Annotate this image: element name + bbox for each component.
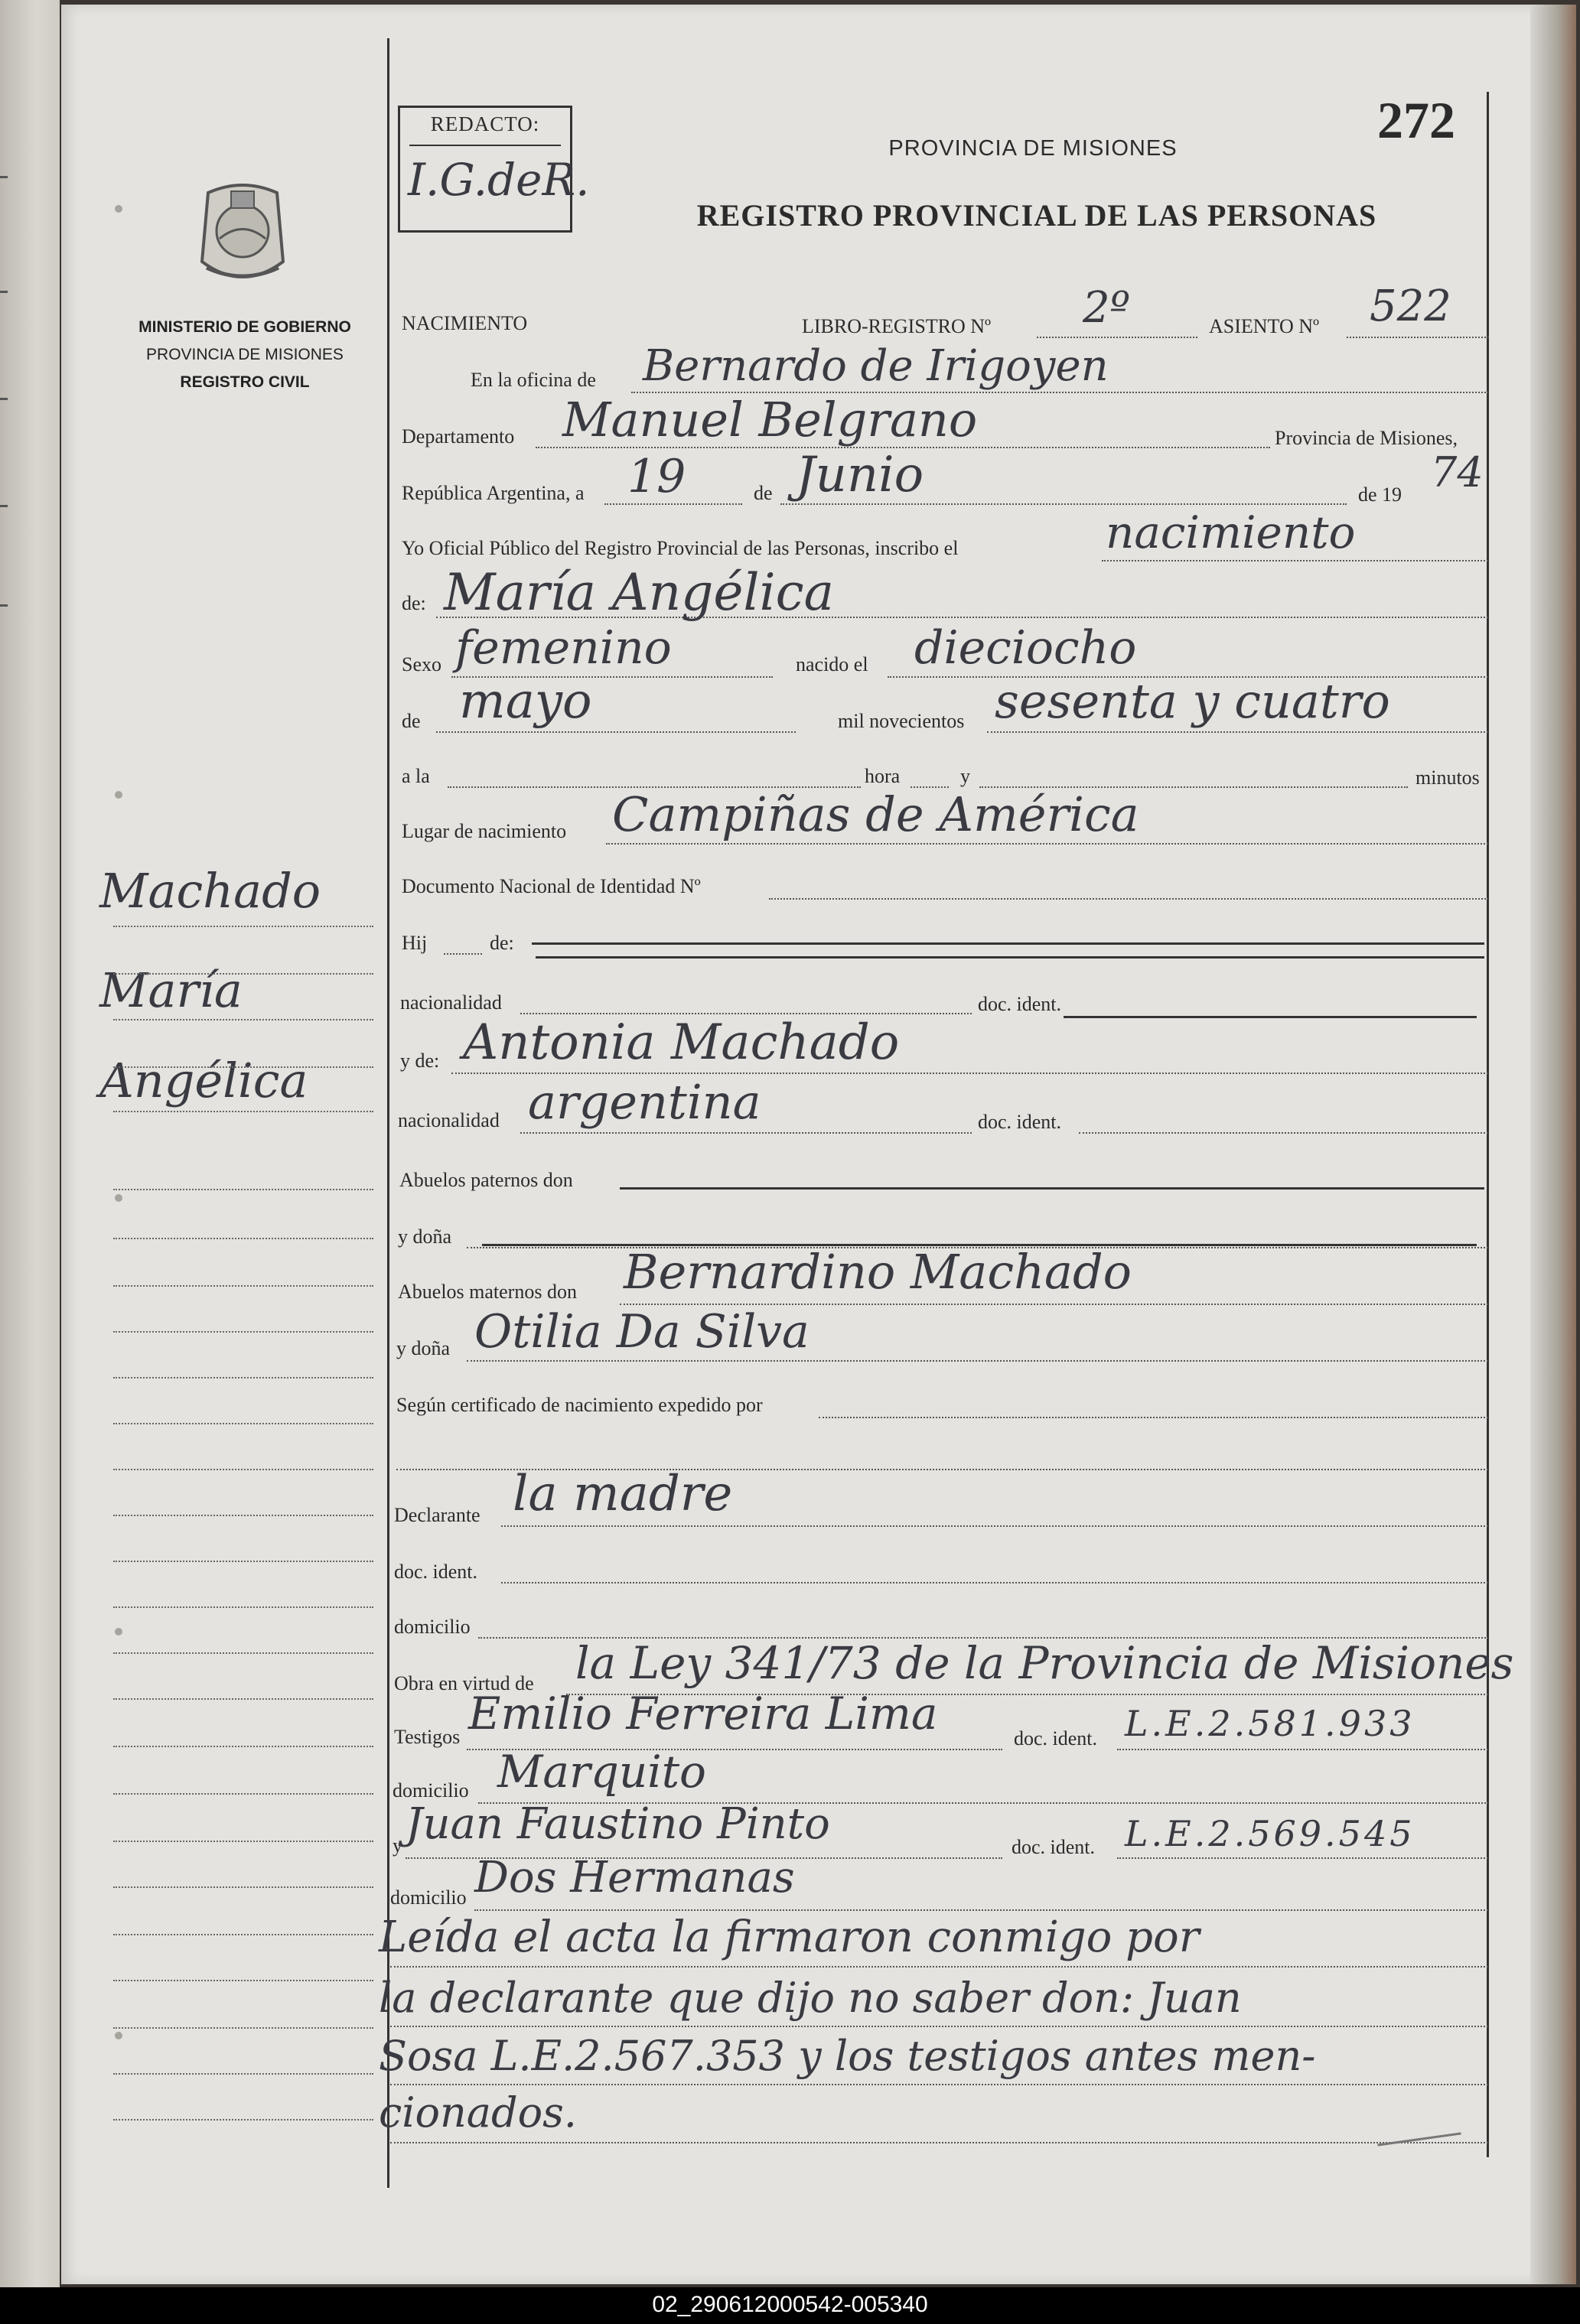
- nacionalidad-2-label: nacionalidad: [398, 1109, 500, 1131]
- registry-title: REGISTRO PROVINCIAL DE LAS PERSONAS: [696, 198, 1377, 233]
- testigo-2-doc-value: L.E.2.569.545: [1125, 1813, 1415, 1854]
- provincia-label: Provincia de Misiones,: [1275, 427, 1458, 449]
- margin-surname: Machado: [99, 863, 321, 919]
- birth-month-line: [436, 731, 796, 733]
- margin-line: [113, 1698, 373, 1700]
- margin-line: [113, 973, 373, 975]
- libro-line: [1037, 337, 1197, 338]
- y-de-label: y de:: [400, 1050, 440, 1072]
- name-de-label: de:: [402, 592, 426, 614]
- nacionalidad-1-label: nacionalidad: [400, 991, 502, 1014]
- month-value: Junio: [796, 447, 924, 503]
- year-prefix: de 19: [1358, 483, 1402, 506]
- ministry-title: MINISTERIO DE GOBIERNO: [138, 318, 351, 336]
- doc-ident-5-line: [1117, 1857, 1488, 1859]
- margin-rule: [387, 38, 389, 2188]
- note-line-2: [390, 2026, 1488, 2027]
- departamento-label: Departamento: [402, 425, 515, 448]
- lugar-line: [606, 843, 1488, 845]
- sexo-label: Sexo: [402, 653, 441, 675]
- provincial-seal-icon: [193, 177, 292, 292]
- margin-line: [113, 1841, 373, 1842]
- redacto-label: REDACTO:: [430, 112, 540, 135]
- declarante-label: Declarante: [394, 1504, 481, 1526]
- testigos-label: Testigos: [394, 1726, 461, 1748]
- doc-ident-2-label: doc. ident.: [978, 1111, 1062, 1133]
- margin-line: [113, 1285, 373, 1287]
- minutos-label: minutos: [1415, 767, 1480, 789]
- margin-line: [113, 1019, 373, 1020]
- declarante-value: la madre: [513, 1466, 733, 1522]
- y-dona-2-label: y doña: [396, 1337, 451, 1359]
- record-type-label: NACIMIENTO: [402, 312, 528, 334]
- ministry-block: [115, 314, 375, 396]
- margin-line: [113, 1189, 373, 1190]
- acto-value: nacimiento: [1106, 506, 1356, 558]
- margin-line: [113, 2027, 373, 2029]
- doc-ident-4-label: doc. ident.: [1014, 1727, 1098, 1750]
- nacionalidad-2-value: argentina: [528, 1074, 761, 1130]
- closing-note-line-2: la declarante que dijo no saber don: Juan: [379, 1974, 1242, 2022]
- binding-mark: [0, 398, 8, 400]
- closing-note-line-3: Sosa L.E.2.567.353 y los testigos antes men-: [379, 2032, 1316, 2080]
- father-strikeout: [532, 942, 1484, 945]
- margin-given-name-1: María: [99, 962, 243, 1018]
- departamento-value: Manuel Belgrano: [562, 392, 978, 448]
- abuelos-maternos-label: Abuelos maternos don: [398, 1281, 577, 1303]
- ministry-province: PROVINCIA DE MISIONES: [146, 346, 344, 363]
- ministry-registry: REGISTRO CIVIL: [180, 373, 310, 391]
- sexo-value: femenino: [455, 621, 672, 675]
- binding-mark: [0, 291, 8, 293]
- margin-line: [113, 1238, 373, 1239]
- child-name-value: María Angélica: [444, 563, 834, 622]
- declarante-line: [501, 1525, 1488, 1527]
- doc-ident-1-label: doc. ident.: [978, 993, 1062, 1015]
- right-rule: [1487, 92, 1489, 2157]
- day-value: 19: [627, 450, 686, 503]
- oficina-label: En la oficina de: [471, 369, 596, 391]
- margin-line: [113, 1746, 373, 1747]
- binding-mark: [0, 505, 8, 507]
- month-de-label: de: [754, 482, 773, 504]
- margin-line: [113, 1111, 373, 1112]
- hij-de-label: de:: [490, 932, 514, 954]
- binding-mark: [0, 604, 8, 607]
- nacido-day-value: dieciocho: [914, 621, 1137, 675]
- doc-ident-2-line: [1079, 1132, 1488, 1134]
- note-line-4: [390, 2142, 1488, 2143]
- binding-hole: [115, 1628, 122, 1636]
- day-line: [604, 503, 742, 505]
- obra-value: la Ley 341/73 de la Provincia de Misiones: [575, 1637, 1514, 1689]
- margin-given-name-2: Angélica: [99, 1053, 308, 1108]
- asiento-line: [1347, 337, 1489, 338]
- margin-line: [113, 1515, 373, 1516]
- birth-year-value: sesenta y cuatro: [995, 673, 1390, 729]
- segun-label: Según certificado de nacimiento expedido por: [396, 1394, 763, 1416]
- oficina-value: Bernardo de Irigoyen: [643, 341, 1109, 391]
- domicilio-3-line: [474, 1909, 1488, 1911]
- hij-line: [444, 953, 482, 955]
- lugar-label: Lugar de nacimiento: [402, 820, 567, 842]
- redacto-initials: I.G.deR.: [408, 154, 590, 206]
- domicilio-1-label: domicilio: [394, 1616, 471, 1638]
- doc-ident-3-line: [501, 1582, 1488, 1584]
- domicilio-3-value: Dos Hermanas: [474, 1853, 795, 1902]
- segun-line: [819, 1417, 1488, 1418]
- birth-month-value: mayo: [459, 673, 592, 730]
- margin-line: [113, 1377, 373, 1378]
- redacto-box: [398, 106, 590, 233]
- nacido-label: nacido el: [796, 653, 868, 675]
- doc-ident-4-line: [1117, 1749, 1488, 1750]
- domicilio-3-label: domicilio: [390, 1886, 467, 1909]
- obra-label: Obra en virtud de: [394, 1672, 534, 1694]
- hora-label: hora: [865, 765, 901, 787]
- father-strikeout-2: [536, 956, 1484, 959]
- libro-value: 2º: [1083, 283, 1130, 333]
- binding-hole: [115, 205, 122, 213]
- binding-hole: [115, 791, 122, 799]
- page-number: 272: [1377, 91, 1455, 149]
- margin-line: [113, 1066, 373, 1068]
- asiento-label: ASIENTO Nº: [1209, 315, 1320, 337]
- binding-hole: [115, 2032, 122, 2039]
- y-dona-1-label: y doña: [398, 1225, 452, 1248]
- acto-line: [1102, 560, 1488, 561]
- lugar-value: Campiñas de América: [612, 786, 1139, 842]
- margin-line: [113, 1886, 373, 1888]
- abuelos-paternos-strikeout: [620, 1187, 1484, 1190]
- y-dona-2-line: [467, 1360, 1488, 1362]
- note-line-3: [390, 2084, 1488, 2085]
- testigo-2-value: Juan Faustino Pinto: [406, 1799, 830, 1849]
- doc-ident-1-strikeout: [1064, 1016, 1477, 1018]
- footer-bar: [0, 2287, 1580, 2324]
- binding-hole: [115, 1194, 122, 1202]
- abuelo-materno-value: Bernardino Machado: [624, 1244, 1132, 1300]
- testigo-1-value: Emilio Ferreira Lima: [468, 1688, 938, 1740]
- oficial-text: Yo Oficial Público del Registro Provincial de las Personas, inscribo el: [402, 537, 959, 559]
- closing-note-line-4: cionados.: [379, 2088, 577, 2137]
- margin-line: [113, 1934, 373, 1935]
- asiento-value: 522: [1370, 282, 1451, 331]
- a-la-label: a la: [402, 765, 430, 787]
- domicilio-2-label: domicilio: [393, 1779, 469, 1802]
- dni-label: Documento Nacional de Identidad Nº: [402, 875, 701, 897]
- birth-month-de-label: de: [402, 710, 421, 732]
- margin-line: [113, 2119, 373, 2121]
- note-line-1: [390, 1966, 1488, 1968]
- domicilio-2-value: Marquito: [497, 1746, 706, 1798]
- testigo-1-doc-value: L.E.2.581.933: [1125, 1703, 1415, 1744]
- margin-line: [113, 2073, 373, 2075]
- doc-ident-3-label: doc. ident.: [394, 1561, 478, 1583]
- nacionalidad-2-line: [520, 1132, 972, 1134]
- hij-label: Hij: [402, 932, 428, 954]
- republica-label: República Argentina, a: [402, 482, 585, 504]
- abuelos-paternos-label: Abuelos paternos don: [399, 1169, 573, 1191]
- margin-line: [113, 1980, 373, 1981]
- redacto-divider: [409, 145, 561, 146]
- birth-year-line: [987, 731, 1488, 733]
- margin-line: [113, 1469, 373, 1470]
- margin-line: [113, 1561, 373, 1562]
- mother-value: Antonia Machado: [463, 1014, 900, 1071]
- page-stack-edge: [1530, 5, 1576, 2284]
- month-line: [780, 503, 1347, 505]
- margin-line: [113, 926, 373, 927]
- closing-note-line-1: Leída el acta la firmaron conmigo por: [379, 1912, 1200, 1962]
- margin-line: [113, 1652, 373, 1654]
- abuela-materna-value: Otilia Da Silva: [474, 1305, 810, 1359]
- y-label: y: [960, 765, 970, 787]
- year-value: 74: [1431, 448, 1484, 496]
- margin-line: [113, 1606, 373, 1608]
- province-header: PROVINCIA DE MISIONES: [888, 136, 1178, 161]
- margin-line: [113, 1331, 373, 1333]
- mil-novecientos-label: mil novecientos: [838, 710, 965, 732]
- margin-line: [113, 1423, 373, 1424]
- dni-line: [769, 898, 1488, 900]
- image-id-label: 02_290612000542-005340: [652, 2292, 928, 2317]
- y-testigo-label: y: [393, 1834, 402, 1857]
- previous-page-edge: [0, 0, 60, 2287]
- libro-label: LIBRO-REGISTRO Nº: [802, 315, 992, 337]
- doc-ident-5-label: doc. ident.: [1012, 1836, 1096, 1858]
- binding-mark: [0, 176, 8, 178]
- margin-line: [113, 1793, 373, 1795]
